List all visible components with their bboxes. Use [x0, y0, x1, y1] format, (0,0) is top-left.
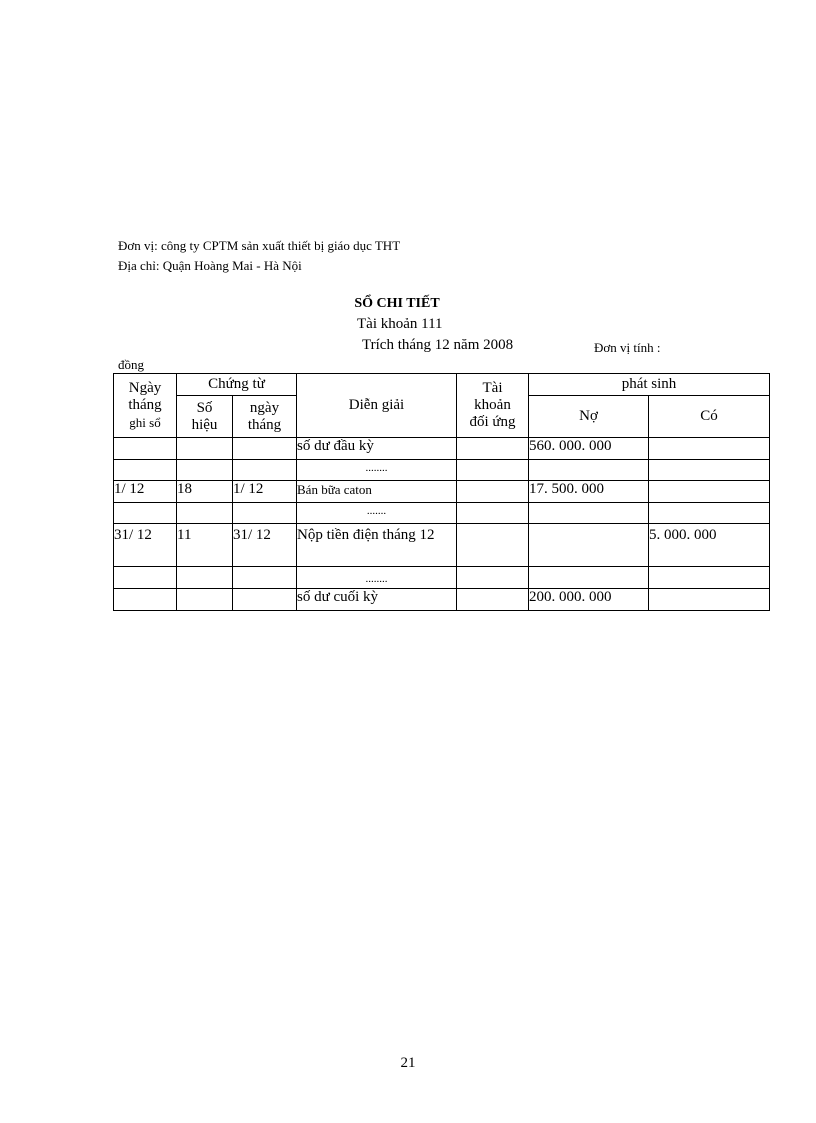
table-row [114, 524, 770, 567]
cell-debit: 17. 500. 000 [529, 481, 649, 503]
table-row [114, 589, 770, 611]
cell-description: ....... [297, 503, 457, 524]
cell-voucher-date [233, 503, 297, 524]
cell-description: ........ [297, 567, 457, 589]
header-arising: phát sinh [529, 374, 770, 396]
cell-date [114, 503, 177, 524]
cell-description: ........ [297, 460, 457, 481]
cell-description: Bán bữa caton [297, 481, 457, 503]
cell-contra [457, 524, 529, 567]
header-contra-account-line: Tài [482, 380, 503, 396]
cell-contra [457, 460, 529, 481]
cell-date: 31/ 12 [114, 524, 177, 567]
cell-voucher-date [233, 589, 297, 611]
cell-description: Nộp tiền điện tháng 12 [297, 524, 457, 567]
cell-credit [649, 589, 770, 611]
table-row [114, 567, 770, 589]
cell-voucher-date [233, 438, 297, 460]
header-voucher-number-line: hiệu [191, 416, 218, 433]
table-row [114, 481, 770, 503]
header-voucher-number [177, 396, 233, 438]
ledger-title-text: SỔ CHI TIẾT [354, 296, 440, 311]
company-unit-line: Đơn vị: công ty CPTM sản xuất thiết bị giáo dục THT [118, 238, 401, 253]
header-voucher: Chứng từ [177, 374, 297, 396]
cell-credit [649, 438, 770, 460]
cell-credit [649, 503, 770, 524]
cell-number [177, 503, 233, 524]
header-date-recorded-line: ghi sổ [129, 415, 161, 430]
header-date-recorded-line: Ngày [128, 380, 162, 396]
header-contra-account-line: khoản [474, 397, 511, 413]
header-voucher-date [233, 396, 297, 438]
cell-debit [529, 524, 649, 567]
cell-number: 11 [177, 524, 233, 567]
currency-unit-value: đồng [118, 357, 144, 372]
header-description: Diễn giải [297, 374, 457, 438]
cell-credit: 5. 000. 000 [649, 524, 770, 567]
cell-date [114, 438, 177, 460]
page-number: 21 [400, 1055, 416, 1071]
cell-date [114, 567, 177, 589]
cell-voucher-date [233, 460, 297, 481]
cell-contra [457, 503, 529, 524]
cell-number [177, 567, 233, 589]
period-subtitle: Trích tháng 12 năm 2008 [362, 337, 514, 353]
cell-credit [649, 481, 770, 503]
cell-number: 18 [177, 481, 233, 503]
cell-date: 1/ 12 [114, 481, 177, 503]
cell-debit [529, 503, 649, 524]
header-date-recorded [114, 374, 177, 438]
cell-debit: 200. 000. 000 [529, 589, 649, 611]
cell-credit [649, 567, 770, 589]
company-address-line: Địa chỉ: Quận Hoàng Mai - Hà Nội [118, 258, 302, 273]
cell-debit [529, 460, 649, 481]
cell-voucher-date: 1/ 12 [233, 481, 297, 503]
currency-unit-label: Đơn vị tính : [594, 340, 661, 355]
cell-description: số dư đầu kỳ [297, 438, 457, 460]
header-voucher-date-line: ngày [249, 399, 280, 416]
cell-debit [529, 567, 649, 589]
table-row [114, 438, 770, 460]
header-contra-account [457, 374, 529, 438]
cell-credit [649, 460, 770, 481]
cell-contra [457, 567, 529, 589]
ledger-table [113, 373, 770, 611]
account-subtitle: Tài khoản 111 [357, 316, 443, 332]
header-contra-account-line: đối ứng [469, 414, 516, 430]
header-voucher-date-line: tháng [247, 416, 282, 433]
cell-description: số dư cuối kỳ [297, 589, 457, 611]
header-debit: Nợ [529, 396, 649, 438]
cell-voucher-date [233, 567, 297, 589]
cell-number [177, 438, 233, 460]
cell-number [177, 589, 233, 611]
table-row [114, 460, 770, 481]
cell-contra [457, 481, 529, 503]
cell-contra [457, 438, 529, 460]
cell-date [114, 460, 177, 481]
cell-number [177, 460, 233, 481]
header-credit: Có [649, 396, 770, 438]
cell-contra [457, 589, 529, 611]
ledger-title [0, 296, 816, 312]
cell-date [114, 589, 177, 611]
header-voucher-number-line: Số [196, 399, 213, 416]
header-date-recorded-line: tháng [128, 397, 162, 413]
table-row [114, 503, 770, 524]
cell-voucher-date: 31/ 12 [233, 524, 297, 567]
cell-debit: 560. 000. 000 [529, 438, 649, 460]
